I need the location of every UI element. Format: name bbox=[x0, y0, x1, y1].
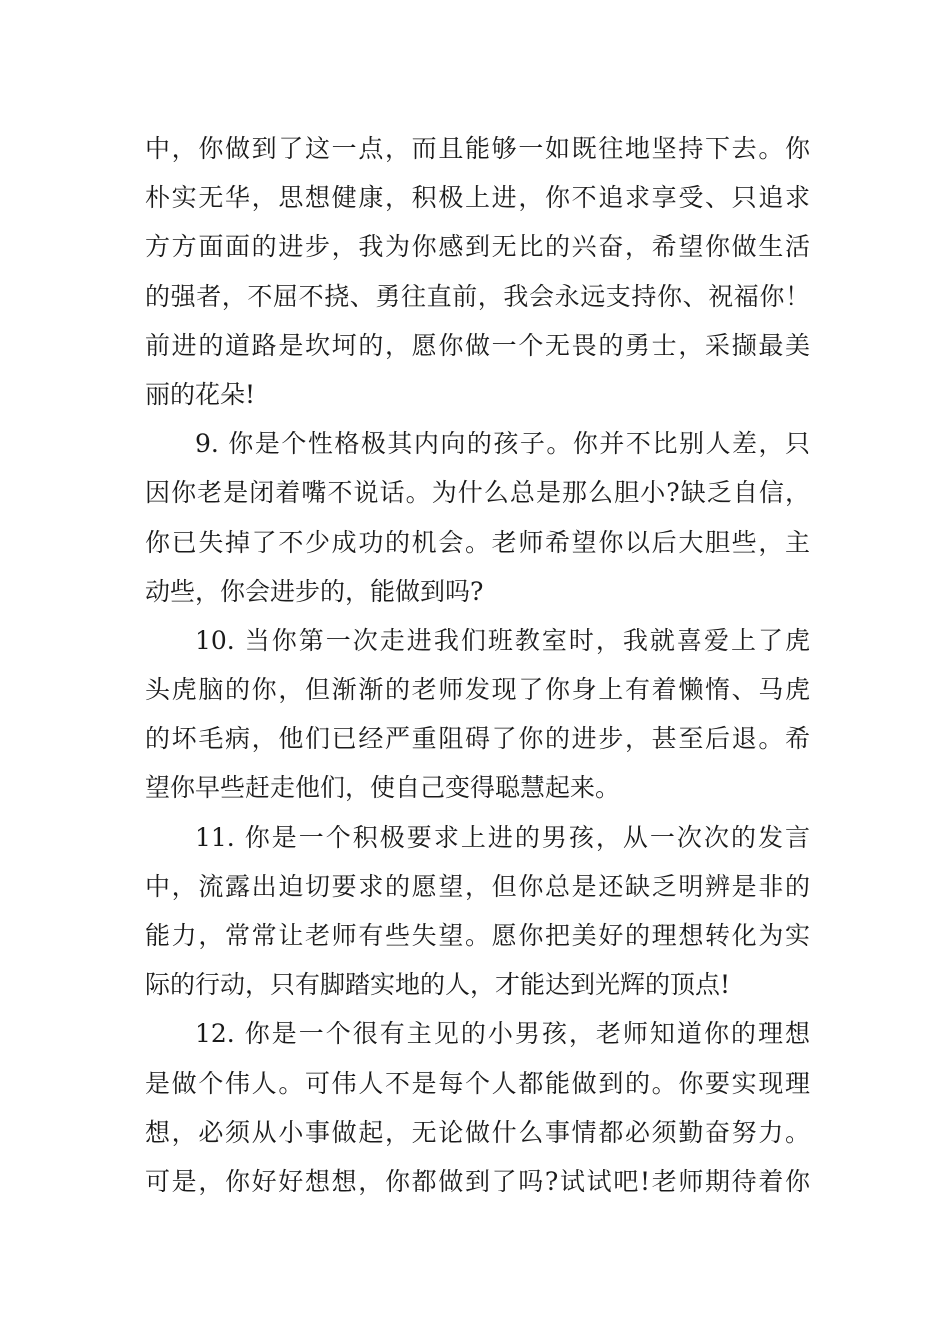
text-line: 9. 你是个性格极其内向的孩子。你并不比别人差，只 bbox=[195, 429, 810, 459]
text-line: 前进的道路是坎坷的，愿你做一个无畏的勇士，采撷最美 bbox=[145, 330, 810, 360]
paragraph-10 bbox=[145, 616, 810, 813]
text-line: 的强者，不屈不挠、勇往直前，我会永远支持你、祝福你！ bbox=[145, 281, 810, 311]
text-line: 11. 你是一个积极要求上进的男孩，从一次次的发言 bbox=[195, 822, 810, 852]
text-line: 中，流露出迫切要求的愿望，但你总是还缺乏明辨是非的 bbox=[145, 871, 810, 901]
text-line: 中，你做到了这一点，而且能够一如既往地坚持下去。你 bbox=[145, 134, 810, 163]
text-line: 因你老是闭着嘴不说话。为什么总是那么胆小?缺乏自信， bbox=[145, 478, 810, 508]
text-line: 望你早些赶走他们，使自己变得聪慧起来。 bbox=[145, 773, 621, 803]
text-line: 可是，你好好想想，你都做到了吗?试试吧!老师期待着你 bbox=[145, 1166, 810, 1196]
text-line: 10. 当你第一次走进我们班教室时，我就喜爱上了虎 bbox=[195, 625, 810, 655]
text-line: 想，必须从小事做起，无论做什么事情都必须勤奋努力。 bbox=[145, 1117, 810, 1147]
paragraph-9 bbox=[145, 419, 810, 616]
paragraph-12 bbox=[145, 1009, 810, 1206]
text-line: 的坏毛病，他们已经严重阻碍了你的进步，甚至后退。希 bbox=[145, 724, 810, 754]
document-body bbox=[145, 124, 810, 1206]
text-line: 际的行动，只有脚踏实地的人，才能达到光辉的顶点! bbox=[145, 970, 731, 1000]
paragraph-8-continued bbox=[145, 124, 810, 419]
text-line: 是做个伟人。可伟人不是每个人都能做到的。你要实现理 bbox=[145, 1068, 810, 1098]
text-line: 动些，你会进步的，能做到吗? bbox=[145, 576, 484, 606]
paragraph-11 bbox=[145, 813, 810, 1010]
text-line: 头虎脑的你，但渐渐的老师发现了你身上有着懒惰、马虎 bbox=[145, 675, 810, 705]
text-line: 朴实无华，思想健康，积极上进，你不追求享受、只追求 bbox=[145, 183, 810, 213]
text-line: 能力，常常让老师有些失望。愿你把美好的理想转化为实 bbox=[145, 921, 810, 950]
text-line: 12. 你是一个很有主见的小男孩，老师知道你的理想 bbox=[195, 1019, 810, 1049]
text-line: 你已失掉了不少成功的机会。老师希望你以后大胆些，主 bbox=[145, 527, 810, 557]
text-line: 丽的花朵! bbox=[145, 379, 256, 409]
text-line: 方方面面的进步，我为你感到无比的兴奋，希望你做生活 bbox=[145, 232, 810, 262]
